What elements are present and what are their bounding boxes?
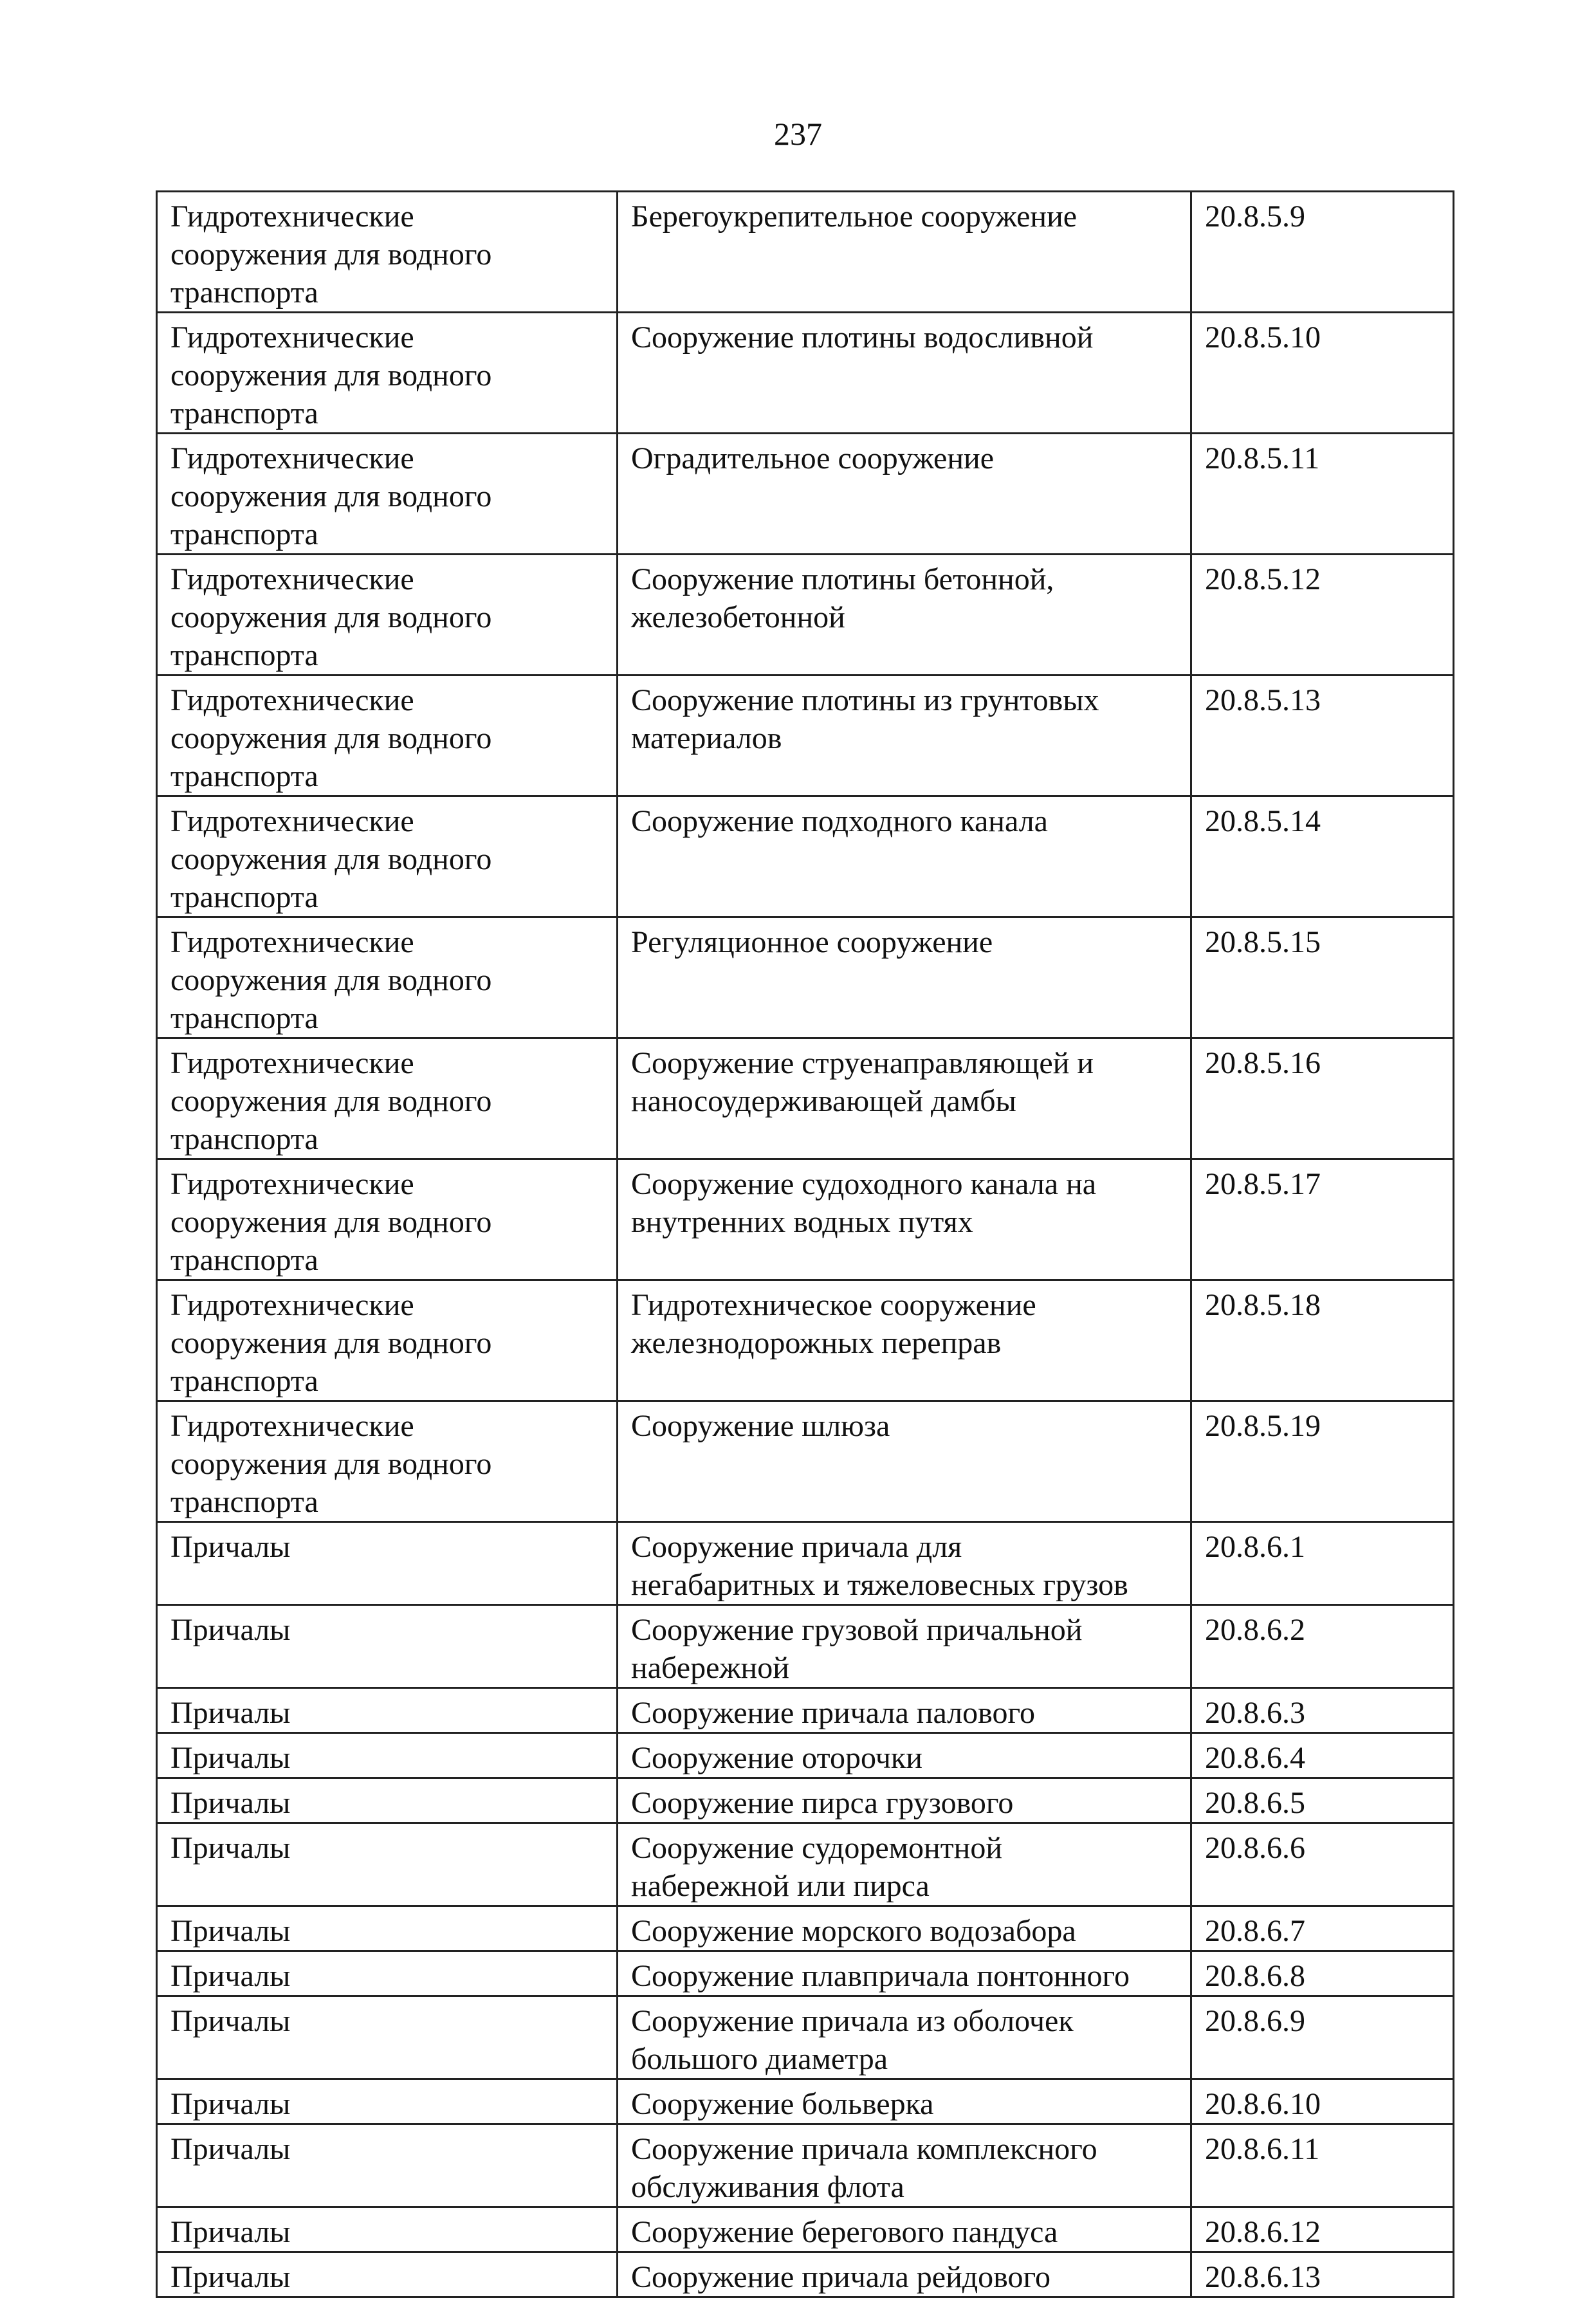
name-cell: Сооружение причала из оболочек большого диаметра [618, 1996, 1191, 2079]
table-row [157, 676, 1454, 796]
name-cell: Сооружение подходного канала [618, 796, 1191, 917]
category-cell: Гидротехнические сооружения для водного транспорта [157, 1280, 618, 1401]
category-cell: Причалы [157, 1605, 618, 1688]
category-cell: Причалы [157, 2079, 618, 2124]
name-cell: Сооружение плавпричала понтонного [618, 1951, 1191, 1996]
category-cell: Причалы [157, 2252, 618, 2297]
table-row [157, 434, 1454, 555]
name-cell: Сооружение причала комплексного обслуживания флота [618, 2124, 1191, 2207]
structures-table [156, 190, 1454, 2298]
name-cell: Сооружение шлюза [618, 1401, 1191, 1522]
code-cell: 20.8.5.13 [1191, 676, 1454, 796]
table-row [157, 1733, 1454, 1778]
category-cell: Причалы [157, 1733, 618, 1778]
code-cell: 20.8.6.7 [1191, 1906, 1454, 1951]
code-cell: 20.8.5.14 [1191, 796, 1454, 917]
category-cell: Гидротехнические сооружения для водного транспорта [157, 313, 618, 434]
category-cell: Гидротехнические сооружения для водного транспорта [157, 434, 618, 555]
table-row [157, 1688, 1454, 1733]
code-cell: 20.8.6.9 [1191, 1996, 1454, 2079]
table-row [157, 2207, 1454, 2252]
page-number: 237 [774, 116, 822, 152]
table-row [157, 796, 1454, 917]
name-cell: Сооружение причала для негабаритных и тяжеловесных грузов [618, 1522, 1191, 1605]
table-row [157, 192, 1454, 313]
code-cell: 20.8.6.11 [1191, 2124, 1454, 2207]
table-row [157, 1951, 1454, 1996]
category-cell: Причалы [157, 1778, 618, 1823]
table-row [157, 1906, 1454, 1951]
category-cell: Гидротехнические сооружения для водного транспорта [157, 1038, 618, 1159]
name-cell: Сооружение причала рейдового [618, 2252, 1191, 2297]
code-cell: 20.8.6.13 [1191, 2252, 1454, 2297]
category-cell: Гидротехнические сооружения для водного транспорта [157, 1159, 618, 1280]
table-row [157, 1038, 1454, 1159]
name-cell: Сооружение плотины бетонной, железобетонной [618, 555, 1191, 676]
code-cell: 20.8.6.3 [1191, 1688, 1454, 1733]
category-cell: Причалы [157, 1996, 618, 2079]
code-cell: 20.8.6.1 [1191, 1522, 1454, 1605]
table-row [157, 1401, 1454, 1522]
code-cell: 20.8.5.12 [1191, 555, 1454, 676]
name-cell: Берегоукрепительное сооружение [618, 192, 1191, 313]
category-cell: Гидротехнические сооружения для водного транспорта [157, 1401, 618, 1522]
code-cell: 20.8.6.10 [1191, 2079, 1454, 2124]
table-row [157, 917, 1454, 1038]
name-cell: Сооружение грузовой причальной набережной [618, 1605, 1191, 1688]
name-cell: Сооружение оторочки [618, 1733, 1191, 1778]
category-cell: Гидротехнические сооружения для водного транспорта [157, 192, 618, 313]
category-cell: Причалы [157, 2124, 618, 2207]
category-cell: Причалы [157, 1522, 618, 1605]
name-cell: Оградительное сооружение [618, 434, 1191, 555]
code-cell: 20.8.6.5 [1191, 1778, 1454, 1823]
category-cell: Гидротехнические сооружения для водного транспорта [157, 917, 618, 1038]
table-row [157, 1522, 1454, 1605]
table-row [157, 1778, 1454, 1823]
name-cell: Сооружение судоремонтной набережной или пирса [618, 1823, 1191, 1906]
code-cell: 20.8.5.9 [1191, 192, 1454, 313]
code-cell: 20.8.5.18 [1191, 1280, 1454, 1401]
code-cell: 20.8.5.19 [1191, 1401, 1454, 1522]
name-cell: Сооружение морского водозабора [618, 1906, 1191, 1951]
table-row [157, 1605, 1454, 1688]
name-cell: Сооружение плотины водосливной [618, 313, 1191, 434]
code-cell: 20.8.6.2 [1191, 1605, 1454, 1688]
table-row [157, 1159, 1454, 1280]
code-cell: 20.8.5.17 [1191, 1159, 1454, 1280]
name-cell: Сооружение больверка [618, 2079, 1191, 2124]
table-row [157, 313, 1454, 434]
category-cell: Гидротехнические сооружения для водного транспорта [157, 796, 618, 917]
category-cell: Причалы [157, 2207, 618, 2252]
code-cell: 20.8.5.16 [1191, 1038, 1454, 1159]
table-row [157, 555, 1454, 676]
name-cell: Регуляционное сооружение [618, 917, 1191, 1038]
code-cell: 20.8.5.11 [1191, 434, 1454, 555]
code-cell: 20.8.5.10 [1191, 313, 1454, 434]
table-row [157, 1996, 1454, 2079]
code-cell: 20.8.6.12 [1191, 2207, 1454, 2252]
category-cell: Гидротехнические сооружения для водного транспорта [157, 555, 618, 676]
table-body [157, 192, 1454, 2297]
table-row [157, 2252, 1454, 2297]
name-cell: Сооружение плотины из грунтовых материалов [618, 676, 1191, 796]
category-cell: Причалы [157, 1906, 618, 1951]
category-cell: Причалы [157, 1688, 618, 1733]
category-cell: Причалы [157, 1823, 618, 1906]
category-cell: Причалы [157, 1951, 618, 1996]
name-cell: Сооружение струенаправляющей и наносоудерживающей дамбы [618, 1038, 1191, 1159]
table-row [157, 2124, 1454, 2207]
code-cell: 20.8.6.8 [1191, 1951, 1454, 1996]
name-cell: Сооружение пирса грузового [618, 1778, 1191, 1823]
name-cell: Сооружение причала палового [618, 1688, 1191, 1733]
code-cell: 20.8.5.15 [1191, 917, 1454, 1038]
name-cell: Сооружение судоходного канала на внутренних водных путях [618, 1159, 1191, 1280]
name-cell: Сооружение берегового пандуса [618, 2207, 1191, 2252]
code-cell: 20.8.6.6 [1191, 1823, 1454, 1906]
code-cell: 20.8.6.4 [1191, 1733, 1454, 1778]
category-cell: Гидротехнические сооружения для водного транспорта [157, 676, 618, 796]
table-row [157, 2079, 1454, 2124]
name-cell: Гидротехническое сооружение железнодорожных переправ [618, 1280, 1191, 1401]
table-row [157, 1280, 1454, 1401]
table-row [157, 1823, 1454, 1906]
